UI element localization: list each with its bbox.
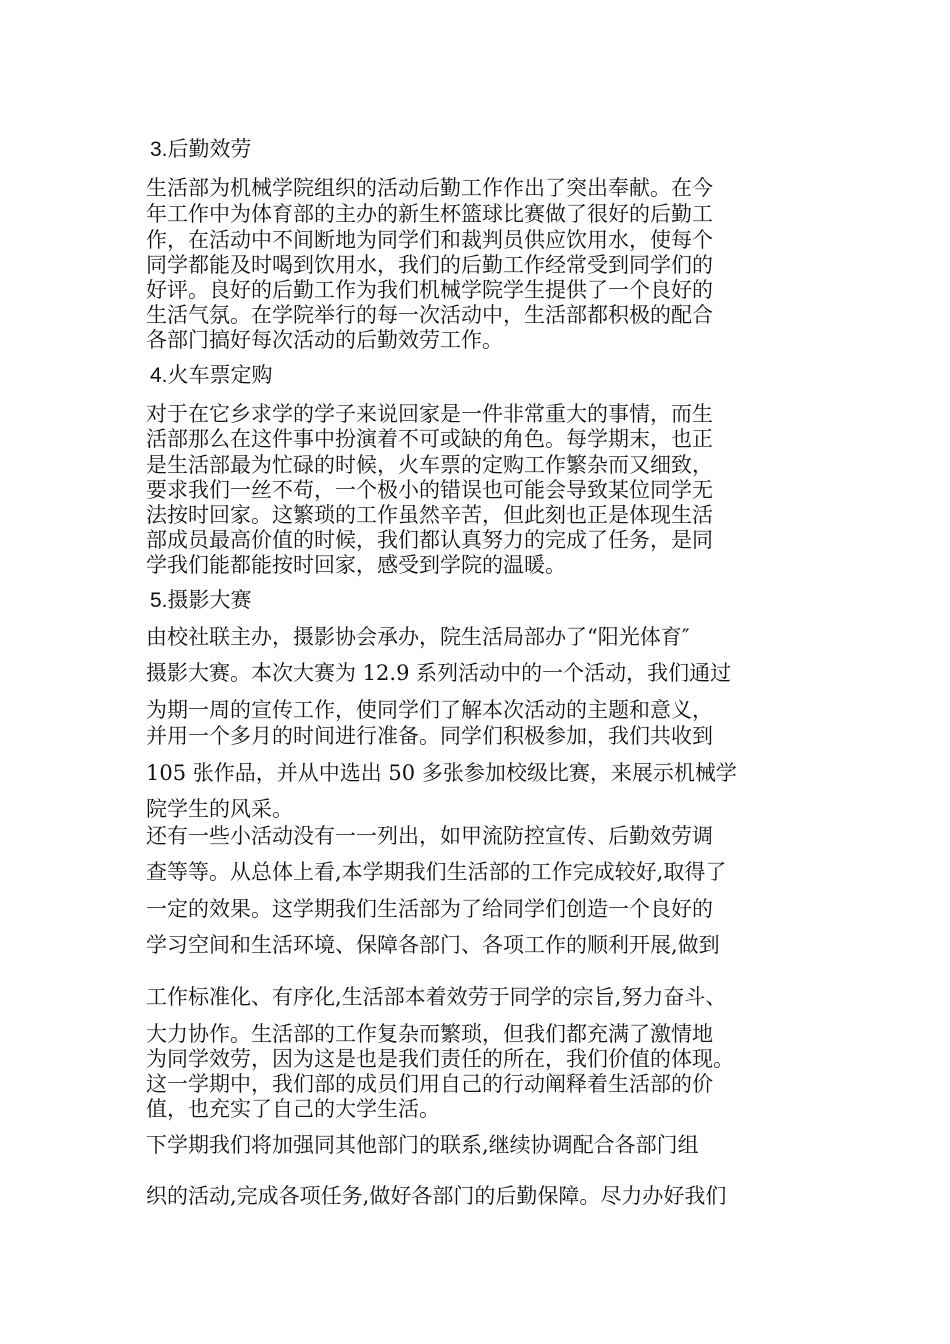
section-number: 5. xyxy=(150,589,168,612)
paragraph-line: 学我们能都能按时回家，感受到学院的温暖。 xyxy=(146,553,566,577)
section-4-heading xyxy=(150,362,273,389)
section-number: 4. xyxy=(150,364,168,387)
paragraph-line: 要求我们一丝不苟，一个极小的错误也可能会导致某位同学无 xyxy=(146,478,713,502)
paragraph-line: 一定的效果。这学期我们生活部为了给同学们创造一个良好的 xyxy=(146,897,713,921)
paragraph-line: 生活部为机械学院组织的活动后勤工作作出了突出奉献。在今 xyxy=(146,176,713,200)
paragraph-line: 为期一周的宣传工作，使同学们了解本次活动的主题和意义， xyxy=(146,698,713,722)
section-title: 火车票定购 xyxy=(167,363,273,387)
paragraph-line: 作，在活动中不间断地为同学们和裁判员供应饮用水，使每个 xyxy=(146,228,713,252)
paragraph-line: 同学都能及时喝到饮用水，我们的后勤工作经常受到同学们的 xyxy=(146,253,713,277)
section-3-heading xyxy=(150,136,252,163)
paragraph-line: 学习空间和生活环境、保障各部门、各项工作的顺利开展,做到 xyxy=(146,933,720,957)
paragraph-line: 对于在它乡求学的学子来说回家是一件非常重大的事情，而生 xyxy=(146,402,713,426)
paragraph-line: 年工作中为体育部的主办的新生杯篮球比赛做了很好的后勤工 xyxy=(146,202,713,226)
paragraph-line: 院学生的风采。 xyxy=(146,797,293,821)
paragraph-line: 生活气氛。在学院举行的每一次活动中，生活部都积极的配合 xyxy=(146,303,713,327)
paragraph-line: 是生活部最为忙碌的时候，火车票的定购工作繁杂而又细致， xyxy=(146,453,713,477)
paragraph-line: 下学期我们将加强同其他部门的联系,继续协调配合各部门组 xyxy=(146,1133,699,1157)
paragraph-line: 并用一个多月的时间进行准备。同学们积极参加，我们共收到 xyxy=(146,724,713,748)
paragraph-line: 105 张作品，并从中选出 50 多张参加校级比赛，来展示机械学 xyxy=(146,761,737,785)
paragraph-line: 由校社联主办，摄影协会承办，院生活局部办了“阳光体育″ xyxy=(146,625,690,649)
paragraph-line: 查等等。从总体上看,本学期我们生活部的工作完成较好,取得了 xyxy=(146,860,727,884)
section-title: 后勤效劳 xyxy=(167,137,252,161)
paragraph-line: 工作标准化、有序化,生活部本着效劳于同学的宗旨,努力奋斗、 xyxy=(146,985,727,1009)
paragraph-line: 好评。良好的后勤工作为我们机械学院学生提供了一个良好的 xyxy=(146,278,713,302)
section-number: 3. xyxy=(150,138,168,161)
paragraph-line: 这一学期中，我们部的成员们用自己的行动阐释着生活部的价 xyxy=(146,1072,713,1096)
paragraph-line: 值，也充实了自己的大学生活。 xyxy=(146,1097,440,1121)
section-title: 摄影大赛 xyxy=(167,588,252,612)
paragraph-line: 还有一些小活动没有一一列出，如甲流防控宣传、后勤效劳调 xyxy=(146,824,713,848)
paragraph-line: 为同学效劳，因为这是也是我们责任的所在，我们价值的体现。 xyxy=(146,1047,734,1071)
paragraph-line: 各部门搞好每次活动的后勤效劳工作。 xyxy=(146,328,503,352)
section-5-heading xyxy=(150,587,252,614)
paragraph-line: 法按时回家。这繁琐的工作虽然辛苦，但此刻也正是体现生活 xyxy=(146,503,713,527)
paragraph-line: 织的活动,完成各项任务,做好各部门的后勤保障。尽力办好我们 xyxy=(146,1184,727,1208)
paragraph-line: 摄影大赛。本次大赛为 12.9 系列活动中的一个活动，我们通过 xyxy=(146,661,732,685)
paragraph-line: 活部那么在这件事中扮演着不可或缺的角色。每学期末，也正 xyxy=(146,427,713,451)
paragraph-line: 部成员最高价值的时候，我们都认真努力的完成了任务，是同 xyxy=(146,528,713,552)
paragraph-line: 大力协作。生活部的工作复杂而繁琐，但我们都充满了激情地 xyxy=(146,1022,713,1046)
